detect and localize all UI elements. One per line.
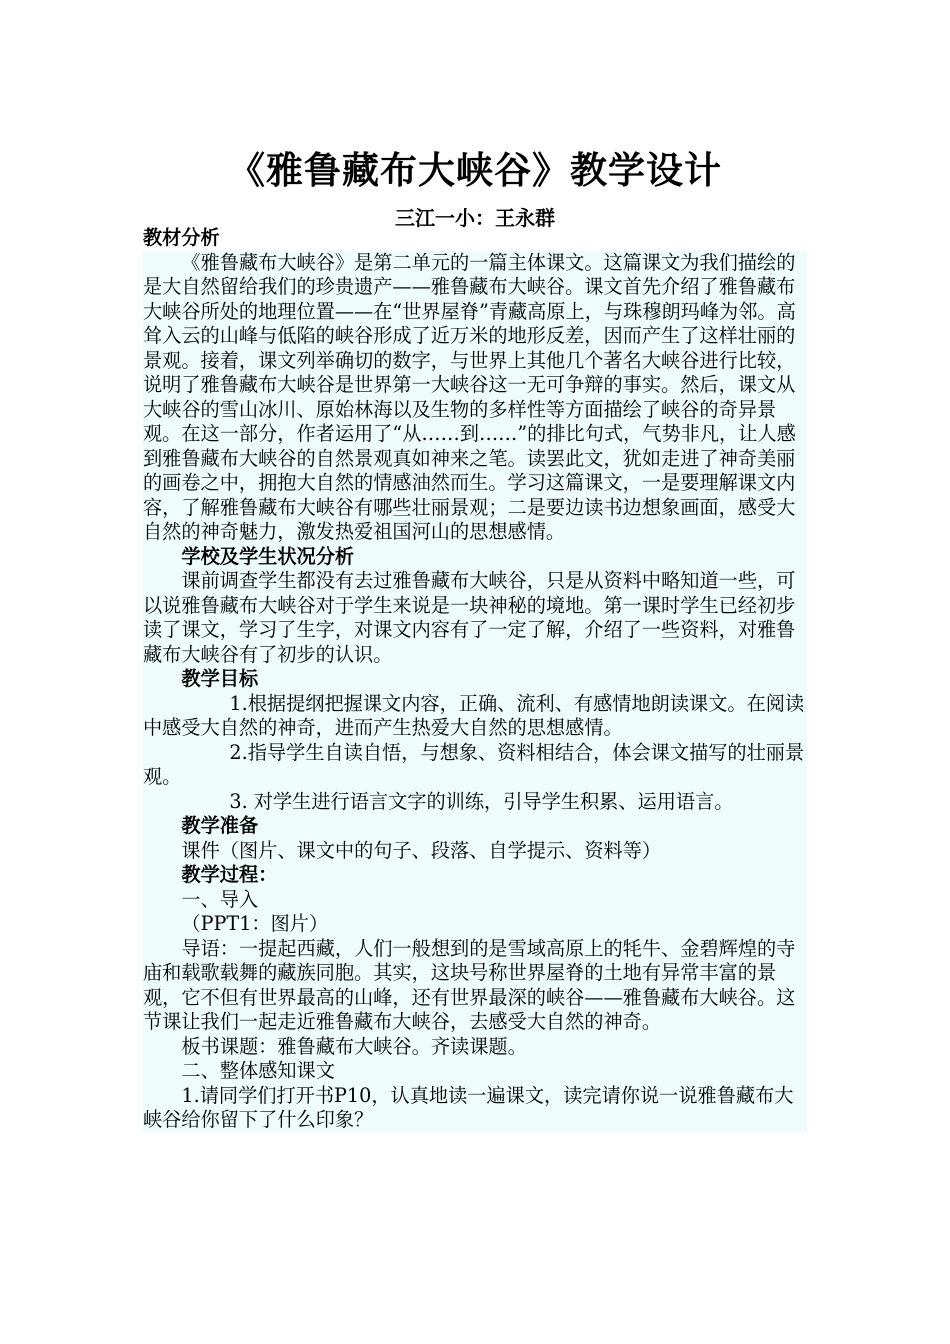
document-title: 《雅鲁藏布大峡谷》教学设计 (228, 148, 722, 192)
process-step-overview: 二、整体感知课文 (143, 1059, 807, 1084)
process-task-1: 1.请同学们打开书P10，认真地读一遍课文，读完请你说一说雅鲁藏布大峡谷给你留下了什么印象？ (143, 1084, 807, 1133)
process-step-intro: 一、导入 (143, 888, 807, 913)
process-ppt-note: （PPT1：图片） (143, 912, 807, 937)
section-heading-teaching-process: 教学过程： (143, 863, 807, 888)
goal-item-2: 2.指导学生自读自悟，与想象、资料相结合，体会课文描写的壮丽景观。 (143, 741, 807, 790)
paragraph-teaching-prep: 课件（图片、课文中的句子、段落、自学提示、资料等） (143, 839, 807, 864)
process-board-title: 板书课题：雅鲁藏布大峡谷。齐读课题。 (143, 1035, 807, 1060)
section-heading-teaching-prep: 教学准备 (143, 814, 807, 839)
document-body (143, 226, 807, 1133)
document-author: 三江一小：王永群 (395, 206, 555, 230)
section-heading-textbook-analysis: 教材分析 (143, 226, 220, 249)
section-heading-teaching-goals: 教学目标 (143, 667, 807, 692)
goal-item-1: 1.根据提纲把握课文内容，正确、流利、有感情地朗读课文。在阅读中感受大自然的神奇，进而产生热爱大自然的思想感情。 (143, 692, 807, 741)
paragraph-textbook-analysis: 《雅鲁藏布大峡谷》是第二单元的一篇主体课文。这篇课文为我们描绘的是大自然留给我们的珍贵遗产——雅鲁藏布大峡谷。课文首先介绍了雅鲁藏布大峡谷所处的地理位置——在“世界屋脊”青藏高原上，与珠穆朗玛峰为邻。高耸入云的山峰与低陷的峡谷形成了近万米的地形反差，因而产生了这样壮丽的景观。接着，课文列举确切的数字，与世界上其他几个著名大峡谷进行比较，说明了雅鲁藏布大峡谷是世界第一大峡谷这一无可争辩的事实。然后，课文从大峡谷的雪山冰川、原始林海以及生物的多样性等方面描绘了峡谷的奇异景观。在这一部分，作者运用了“从……到……”的排比句式，气势非凡，让人感到雅鲁藏布大峡谷的自然景观真如神来之笔。读罢此文，犹如走进了神奇美丽的画卷之中，拥抱大自然的情感油然而生。学习这篇课文，一是要理解课文内容，了解雅鲁藏布大峡谷有哪些壮丽景观；二是要边读书边想象画面，感受大自然的神奇魅力，激发热爱祖国河山的思想感情。 (143, 251, 807, 545)
process-intro-speech: 导语：一提起西藏，人们一般想到的是雪域高原上的牦牛、金碧辉煌的寺庙和载歌载舞的藏族同胞。其实，这块号称世界屋脊的土地有异常丰富的景观，它不但有世界最高的山峰，还有世界最深的峡谷——雅鲁藏布大峡谷。这节课让我们一起走近雅鲁藏布大峡谷，去感受大自然的神奇。 (143, 937, 807, 1035)
paragraph-student-analysis: 课前调查学生都没有去过雅鲁藏布大峡谷，只是从资料中略知道一些，可以说雅鲁藏布大峡谷对于学生来说是一块神秘的境地。第一课时学生已经初步读了课文，学习了生字，对课文内容有了一定了解，介绍了一些资料，对雅鲁藏布大峡谷有了初步的认识。 (143, 569, 807, 667)
goal-item-3: 3. 对学生进行语言文字的训练，引导学生积累、运用语言。 (143, 790, 807, 815)
section-heading-student-analysis: 学校及学生状况分析 (143, 545, 807, 570)
